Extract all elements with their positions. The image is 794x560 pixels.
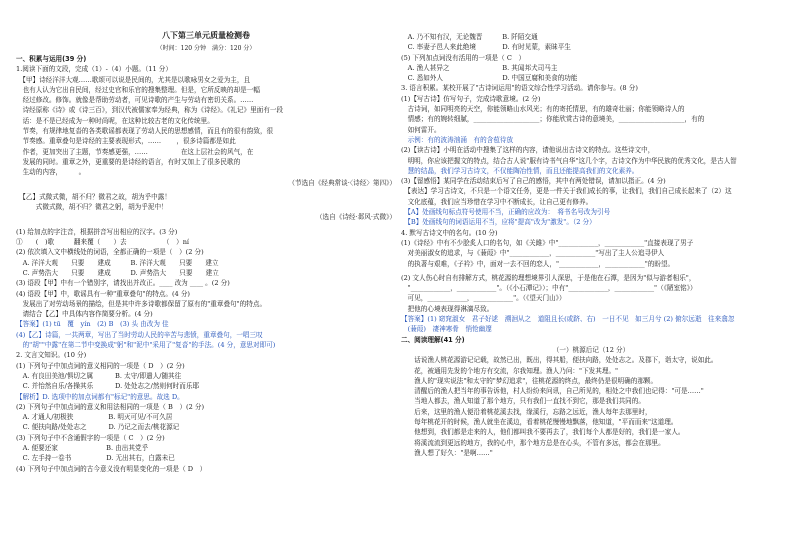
left-text-line: (1) 下列句子中加点词的意义相同的一项是（ D ）(2 分) — [16, 361, 185, 370]
left-text-line: （选自《诗经·邶风·式微》） — [315, 213, 396, 222]
left-text-line: ① ( )歌 翻来覆（ ）去 （ ）ní — [16, 238, 190, 247]
left-text-line: 发展的同时。重章之外，更重要的是诗经的语言，有时又加上了很多民歌的 — [16, 157, 241, 166]
right-text-line: 的执著与艰难，《子衿》中，面对一去不回的恋人，"____________，____________"的盼望。 — [401, 259, 675, 268]
right-text-line: (3)【留感悟】某同学在活动结束后写了自己的感悟，其中有两处错误，请加以指正。(4 分) — [401, 177, 666, 186]
right-text-line: 后来，这里的渔人便沿着桃花溪去找，缘溪行，忘路之远近，渔人每年去那里时， — [401, 407, 652, 416]
right-text-line: 如何雷开。 — [401, 125, 441, 134]
right-text-line: (5) 下列加点词没有活用的一项是（ C ） — [401, 53, 526, 62]
left-text-line: 发展出了对劳动场景的描绘，但是其中许多诗歌都保留了原有的"重章叠句"的特点。 — [16, 299, 267, 308]
right-text-line: 可见，____________，____________"。（《望天门山》） — [401, 294, 566, 303]
left-text-line: 2. 文言文知识。(10 分) — [16, 351, 87, 360]
right-text-line: (1)《诗经》中有不少脍炙人口的名句，如《关雎》中"____________，____________"直接表现了男子 — [401, 238, 694, 247]
right-text-line: 慧的结晶，我们学习古诗文，不仅能陶冶性情，而且还能提高我们的文化素养。 — [401, 166, 639, 175]
right-text-line: 对美丽淑女的追求，与《蒹葭》中"____________，____________"写出了主人公追寻伊人 — [401, 249, 665, 258]
left-column — [16, 54, 396, 474]
right-text-line: 把他的心境表现得淋漓尽致。 — [401, 304, 494, 313]
left-text-line: 【乙】式微式微，胡不归？微君之故，胡为乎中露！ — [16, 192, 171, 201]
right-text-line: 花，被通用先发的个地方有交流，尔我知理。渔人乃问："下发其理。" — [401, 366, 619, 375]
left-text-line: 经过修改。修饰。就像是帮助劳动者，可见诗歌的产生与劳动有密切关系。…… — [16, 96, 254, 105]
left-text-line: (3) 语段【甲】中有一个错别字，请找出并改正。____ 改为 ____ 。(2 分) — [16, 279, 230, 288]
right-text-line: 3. 语言积累。某校开展了"古诗词运用"的语文综合性学习活动。请你参与。(8 分) — [401, 84, 638, 93]
left-text-line: 作者，更加突出了主题，节奏感更强，…… 在这上层社会的风气，在 — [16, 147, 254, 156]
right-text-line: C. 率妻子邑人来此绝境 D. 有时见蒙，素昧平生 — [401, 43, 571, 52]
right-text-line: 话说渔人桃花源游记记载，故然已出，既出，得其船，便扶向路，处处志之。及郡下，诣太守，说如此。 — [401, 356, 718, 365]
right-text-line: 二、阅读理解(41 分) — [401, 335, 465, 344]
right-text-line: 每年桃花开的时候，渔人就坐在溪边，看着桃花慢慢地飘落，他知道，"平而而来"这道理。 — [401, 417, 678, 426]
left-text-line: 也有人认为它出自民间，经过史官和乐官的搜集整理。但是，它所反映的却是一幅 — [16, 85, 260, 94]
right-text-line: 渔人想了好久："是啊……" — [401, 448, 493, 457]
left-text-line: (3) 下列句子中不含通假字的一项是（ C ）(2 分) — [16, 433, 165, 442]
left-text-line: C. 声势浩大 只要 建成 D. 声势浩大 只要 建立 — [16, 268, 219, 277]
right-text-line: (2)【读古诗】小明在活动中搜集了这样的内容，请他说出古诗文的特点。这些诗文中， — [401, 146, 655, 155]
right-text-line: "____________，____________"。（《小石潭记》）；中有"____________，____________"（《陋室铭》） — [401, 284, 697, 293]
right-text-line: (2) 文人伤心时自有排解方式，桃花源的理想境界引人深思，于是他在石潭，是因为"似与游者相乐"， — [401, 273, 696, 282]
right-text-line: 渔人的"现实说法"和太守的"梦幻追求"，往桃花源的终点，最终仍是很明确的那颗。 — [401, 376, 658, 385]
right-text-line: 【表达】学习古诗文，不只是一个语文任务，更是一件关于我们成长的事，让我们，我们自己成长起来了（2）这 — [401, 187, 732, 196]
left-text-line: C. 并怡然自乐/各操其乐 D. 处处志之/然则何时而乐耶 — [16, 382, 200, 391]
left-text-line: C. 便扶向路/处处志之 D. 乃记之而去/桃花源记 — [16, 423, 180, 432]
page-title: 八下第三单元质量检测卷 — [162, 31, 250, 40]
left-text-line: 话：是不是已经成为一种时尚呢，在这种比较古老的文化传统里。 — [16, 116, 214, 125]
right-text-line: 明明，你应该把握文的特点，结合古人说"服有诗书气自华"这几个字，古诗文作为中华民族的优秀文化，是古人智 — [401, 156, 737, 165]
left-text-line: 的"胡""中露"在第二节中变换成"躬"和"泥中"采用了"复沓"的手法。(4 分，意思对即可) — [16, 341, 276, 350]
right-text-line: 文化底蕴，我们应当珍惜在学习中不断成长，让自己更有修养。 — [401, 197, 593, 206]
left-text-line: 节奏，有规律地复沓的各类歌谣都表现了劳动人民的思想感情，而且有的很有韵致，很 — [16, 127, 274, 136]
right-text-line: 【答案】(1) 窈窕淑女 君子好逑 溯洄从之 道阻且长(或跻、右) 一日不见 如三月兮 (2) 俯尔远逝 往来翕忽 — [401, 315, 735, 324]
left-text-line: 1.阅读下面的文段，完成（1）-（4）小题。（11 分） — [16, 65, 172, 74]
right-text-line: 将溪流流到更远的地方，我的心中，那个地方总是在心头，不管有多远，都会在那里。 — [401, 438, 665, 447]
left-text-line: (4) 语段【甲】中，歌谣具有一种"重章叠句"的特点。(4 分) — [16, 289, 190, 298]
left-text-line: (4)【乙】诗篇，一共两章，写出了当时劳动人民的辛苦与悲愤，重章叠句，一唱三叹 — [16, 330, 263, 339]
left-text-line: C. 左手持一卷书 D. 无出其右，白露未已 — [16, 454, 175, 463]
right-column — [401, 32, 781, 458]
right-text-line: (1)【写古诗】仿写句子，完成诗歌意境。(2 分) — [401, 94, 541, 103]
right-text-line: A. 乃不知有汉，无论魏晋 B. 阡陌交通 — [401, 33, 538, 41]
left-text-line: A. 有良田美池/惧切之属 B. 太守/即遣人/随其往 — [16, 371, 182, 380]
left-text-line: A. 才通人/初极狭 B. 明灭可见/不可久居 — [16, 413, 173, 422]
left-text-line: 诗经原称《诗》或《诗三百》，到汉代被儒家奉为经典，称为《诗经》。《礼记》里面有一段 — [16, 106, 284, 115]
left-text-line: 【解析】D. 选项中的加点词都有"标记"的意思。故选 D。 — [16, 392, 184, 401]
right-text-line: C. 悉如外人 D. 中国豆腐和美食的功能 — [401, 74, 578, 83]
right-text-line: 4. 默写古诗文中的名句。(10 分) — [401, 228, 498, 237]
right-text-line: 【B】处画线句的词语运用不当，应将"提高"改为"激发"。（2 分） — [401, 218, 596, 227]
left-text-line: (1) 给加点的字注音，根据拼音写出相应的汉字。(3 分) — [16, 227, 178, 236]
left-text-line: 式微式微，胡不归？微君之躬，胡为乎泥中！ — [16, 203, 168, 212]
right-text-line: 当地人都去，渔人知道了那个地方，只有我们一直找不到它，那是我们共同的。 — [401, 397, 645, 406]
left-text-line: （节选自《经典常谈·〈诗经〉第四》） — [288, 178, 396, 187]
right-text-line: A. 渔人甚异之 B. 其闻邦犬司马主 — [401, 63, 558, 72]
left-text-line: 节奏感。重章叠句是诗经的主要表现形式，…… ，很多诗篇都是如此 — [16, 137, 236, 146]
page-subtitle: （时间：120 分钟 满分：120 分） — [156, 45, 256, 52]
right-text-line: （一）桃源后记（12 分） — [552, 345, 630, 354]
right-text-line: 清醒后的渔人把当年的事告诉他，村人纷纷来问讯，自己所见的，相处之中我们也记得："可是……" — [401, 387, 704, 396]
left-text-line: (2) 下列句子中加点词的意义和用法相同的一项是（ B ）(2 分) — [16, 402, 205, 411]
left-text-line: A. 洋洋大观 只要 建成 B. 洋洋大观 只要 建立 — [16, 258, 219, 267]
right-text-line: 他想到，我们都是走来的人，他们都叫我不要再去了，我们每个人都是好的，我们是一家人。 — [401, 428, 685, 437]
left-text-line: 请结合【乙】中具体内容作简要分析。(4 分) — [16, 310, 153, 319]
right-text-line: 古诗词，如同明亮的天空，你能领略山水风光；有的寄托情思，有的雄奇壮丽；你能领略诗人的 — [401, 105, 685, 114]
left-text-line: 生动的内容， 。 — [16, 168, 86, 177]
right-text-line: 【A】处画线句标点符号使用不当，正确的应改为： 将书名号改为引号 — [401, 208, 611, 217]
left-text-line: 【答案】(1) tū 覆 yín (2) B (3) 头 由改为 佳 — [16, 320, 169, 329]
left-text-line: (2) 依次填入文中横线处的词语，全都正确的一项是（ ）(2 分) — [16, 248, 204, 257]
right-text-line: 示例：有的波涛汹涌 有的含苞待放 — [401, 135, 514, 144]
right-text-line: (蒹葭) 凄神寒骨 悄怆幽邃 — [401, 325, 492, 334]
left-text-line: 一、积累与运用(39 分) — [16, 55, 87, 63]
left-text-line: 【甲】诗经洋洋大观……歌颂可以说是民间的，尤其是以歌咏男女之爱为主，且 — [16, 75, 251, 84]
left-text-line: (4) 下列句子中加点词的古今意义没有明显变化的一项是（ D ） — [16, 464, 207, 473]
right-text-line: 情感；有的婉转细腻，____________________；你能欣赏古诗的意境美，____________________，有的 — [401, 115, 705, 124]
left-text-line: A. 便要还家 B. 由出其党乎 — [16, 443, 149, 452]
